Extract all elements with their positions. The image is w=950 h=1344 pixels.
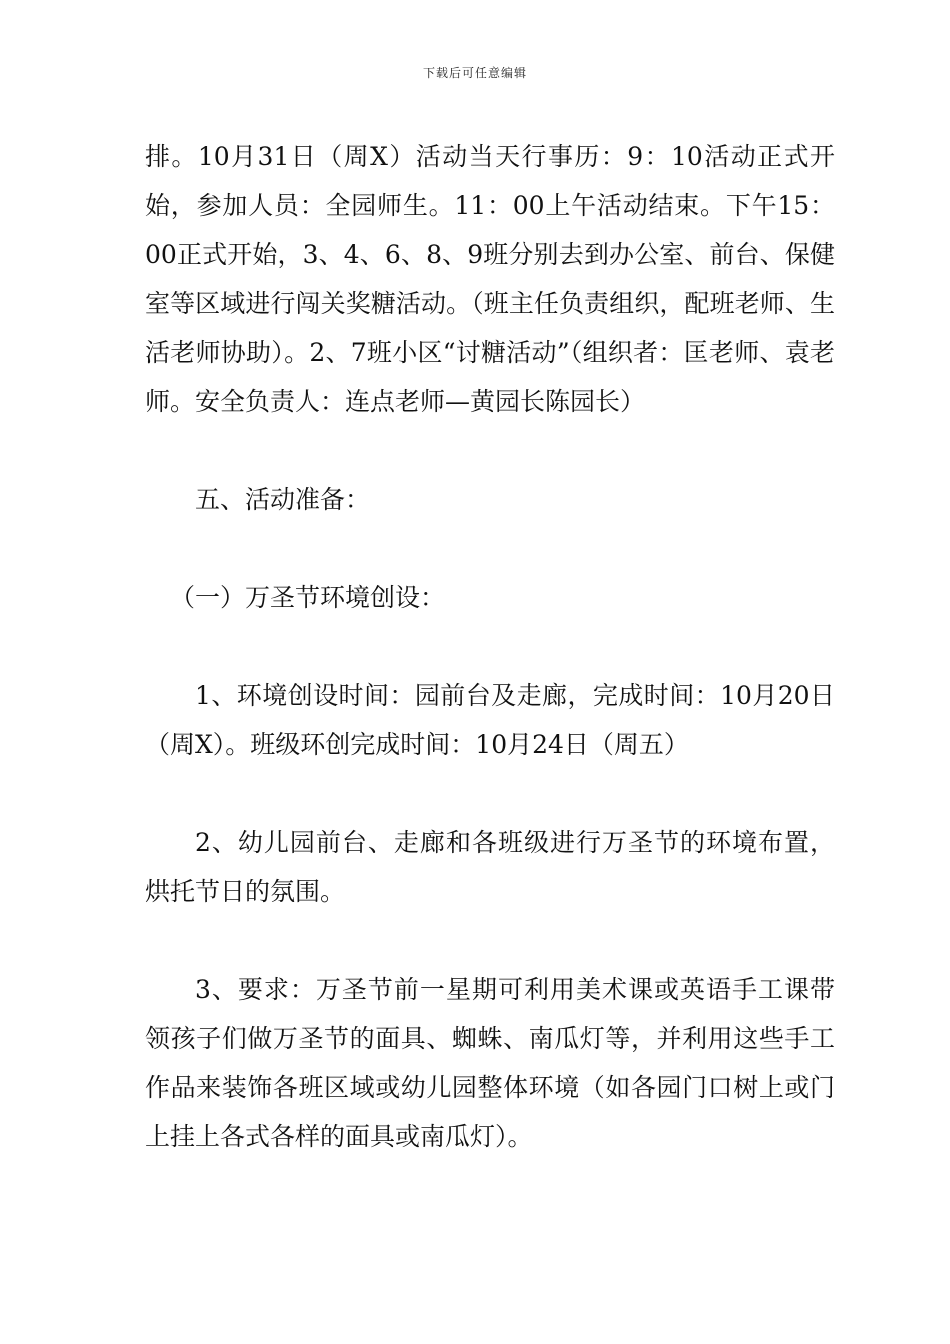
list-item-decoration: 2、幼儿园前台、走廊和各班级进行万圣节的环境布置，烘托节日的氛围。	[145, 828, 835, 906]
list-item-environment-time: 1、环境创设时间：园前台及走廊，完成时间：10月20日（周X）。班级环创完成时间：10月24日（周五）	[145, 681, 835, 759]
document-body	[145, 132, 835, 1161]
page-header-note: 下载后可任意编辑	[422, 66, 527, 80]
list-item-requirements: 3、要求：万圣节前一星期可利用美术课或英语手工课带领孩子们做万圣节的面具、蜘蛛、南瓜灯等，并利用这些手工作品来装饰各班区域或幼儿园整体环境（如各园门口树上或门上挂上各式各样的面具或南瓜灯）。	[145, 975, 835, 1151]
paragraph-schedule: 排。10月31日（周X）活动当天行事历：9：10活动正式开始，参加人员：全园师生。11：00上午活动结束。下午15：00正式开始，3、4、6、8、9班分别去到办公室、前台、保健室等区域进行闯关奖糖活动。（班主任负责组织，配班老师、生活老师协助）。2、7班小区“讨糖活动”（组织者：匡老师、袁老师。安全负责人：连点老师—黄园长陈园长）	[145, 142, 835, 416]
subsection-title-environment: （一）万圣节环境创设：	[170, 583, 446, 612]
section-title-activity-preparation: 五、活动准备：	[195, 485, 371, 514]
